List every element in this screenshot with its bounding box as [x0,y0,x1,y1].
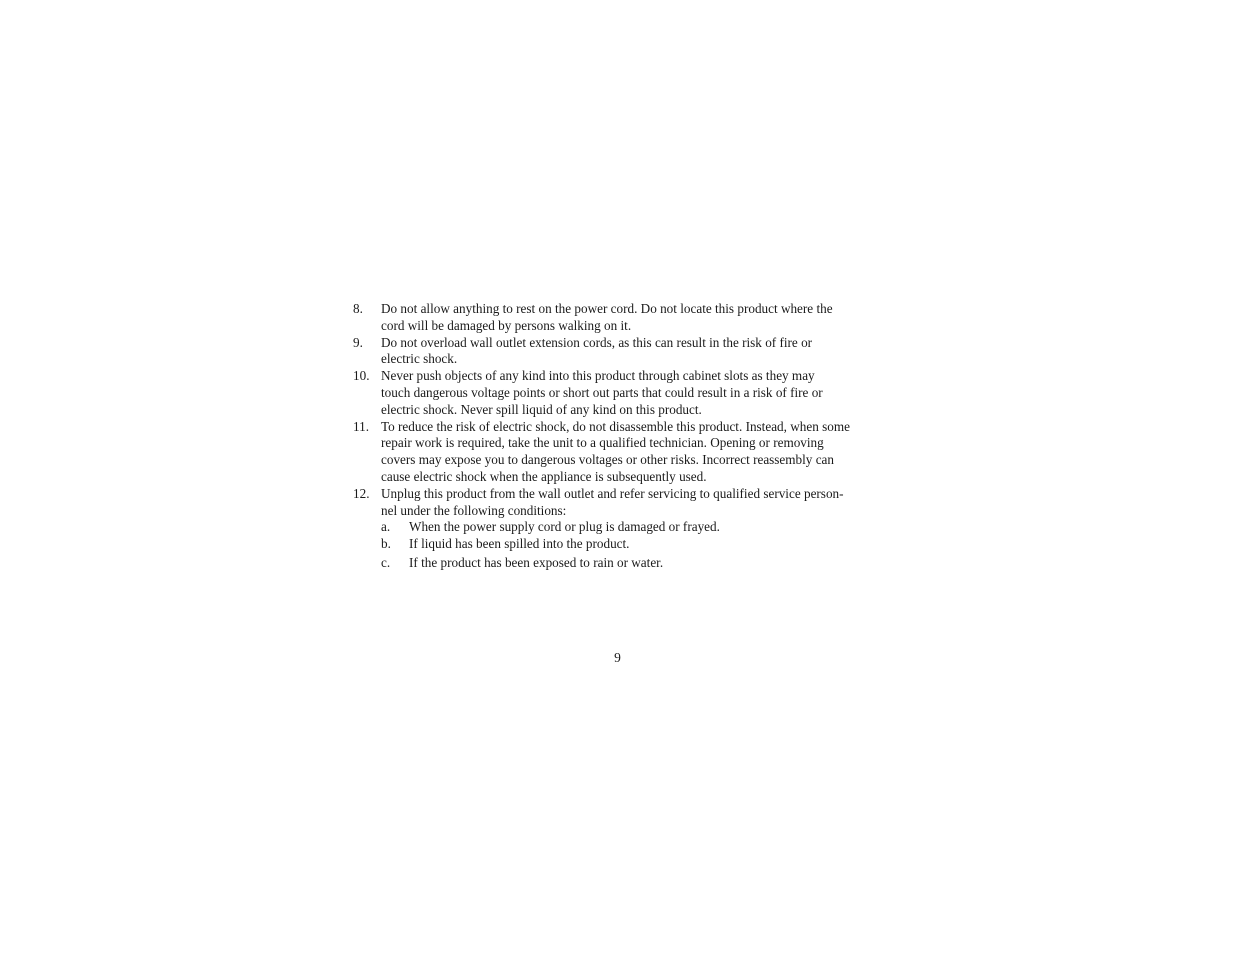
list-item-number: 12. [353,485,370,501]
text-line: cord will be damaged by persons walking on it. [381,317,632,333]
list-item-text [381,419,893,486]
list-item-9 [353,335,893,369]
list-item-text [381,368,893,418]
sublist-item-letter: c. [381,554,391,570]
list-item-12 [353,486,893,520]
text-line: Never push objects of any kind into this product through cabinet slots as they may [381,368,815,384]
sublist-item-text: When the power supply cord or plug is damaged or frayed. [409,519,720,535]
list-item-text [381,301,893,335]
list-item-text [381,335,893,369]
list-item-number: 10. [353,368,370,384]
text-line: cause electric shock when the appliance is subsequently used. [381,468,707,484]
list-item-text [381,486,893,520]
list-item-number: 9. [353,334,363,350]
list-item-number: 8. [353,301,363,316]
text-line: Unplug this product from the wall outlet and refer servicing to qualified service person- [381,485,844,501]
text-line: Do not overload wall outlet extension cords, as this can result in the risk of fire or [381,334,813,350]
sublist-item-a [381,519,893,536]
list-item-11 [353,419,893,486]
list-item-8 [353,301,893,335]
text-line: nel under the following conditions: [381,502,567,518]
text-line: electric shock. [381,351,458,367]
sublist-item-b [381,536,893,553]
text-line: covers may expose you to dangerous voltages or other risks. Incorrect reassembly can [381,452,834,468]
list-item-number: 11. [353,418,369,434]
sublist-item-letter: a. [381,519,391,535]
page-number: 9 [614,650,621,665]
text-line: To reduce the risk of electric shock, do not disassemble this product. Instead, when some [381,418,850,434]
text-line: repair work is required, take the unit to a qualified technician. Opening or removing [381,435,824,451]
text-line: touch dangerous voltage points or short out parts that could result in a risk of fire or [381,384,823,400]
sublist-item-letter: b. [381,536,391,552]
sublist-item-text: If liquid has been spilled into the product. [409,536,630,552]
sublist-item-text: If the product has been exposed to rain or water. [409,554,664,570]
conditions-sublist [381,519,893,571]
safety-instructions-list [353,301,893,572]
sublist-item-c [381,555,893,572]
list-item-10 [353,368,893,418]
text-line: Do not allow anything to rest on the power cord. Do not locate this product where the [381,301,833,316]
text-line: electric shock. Never spill liquid of any kind on this product. [381,401,702,417]
